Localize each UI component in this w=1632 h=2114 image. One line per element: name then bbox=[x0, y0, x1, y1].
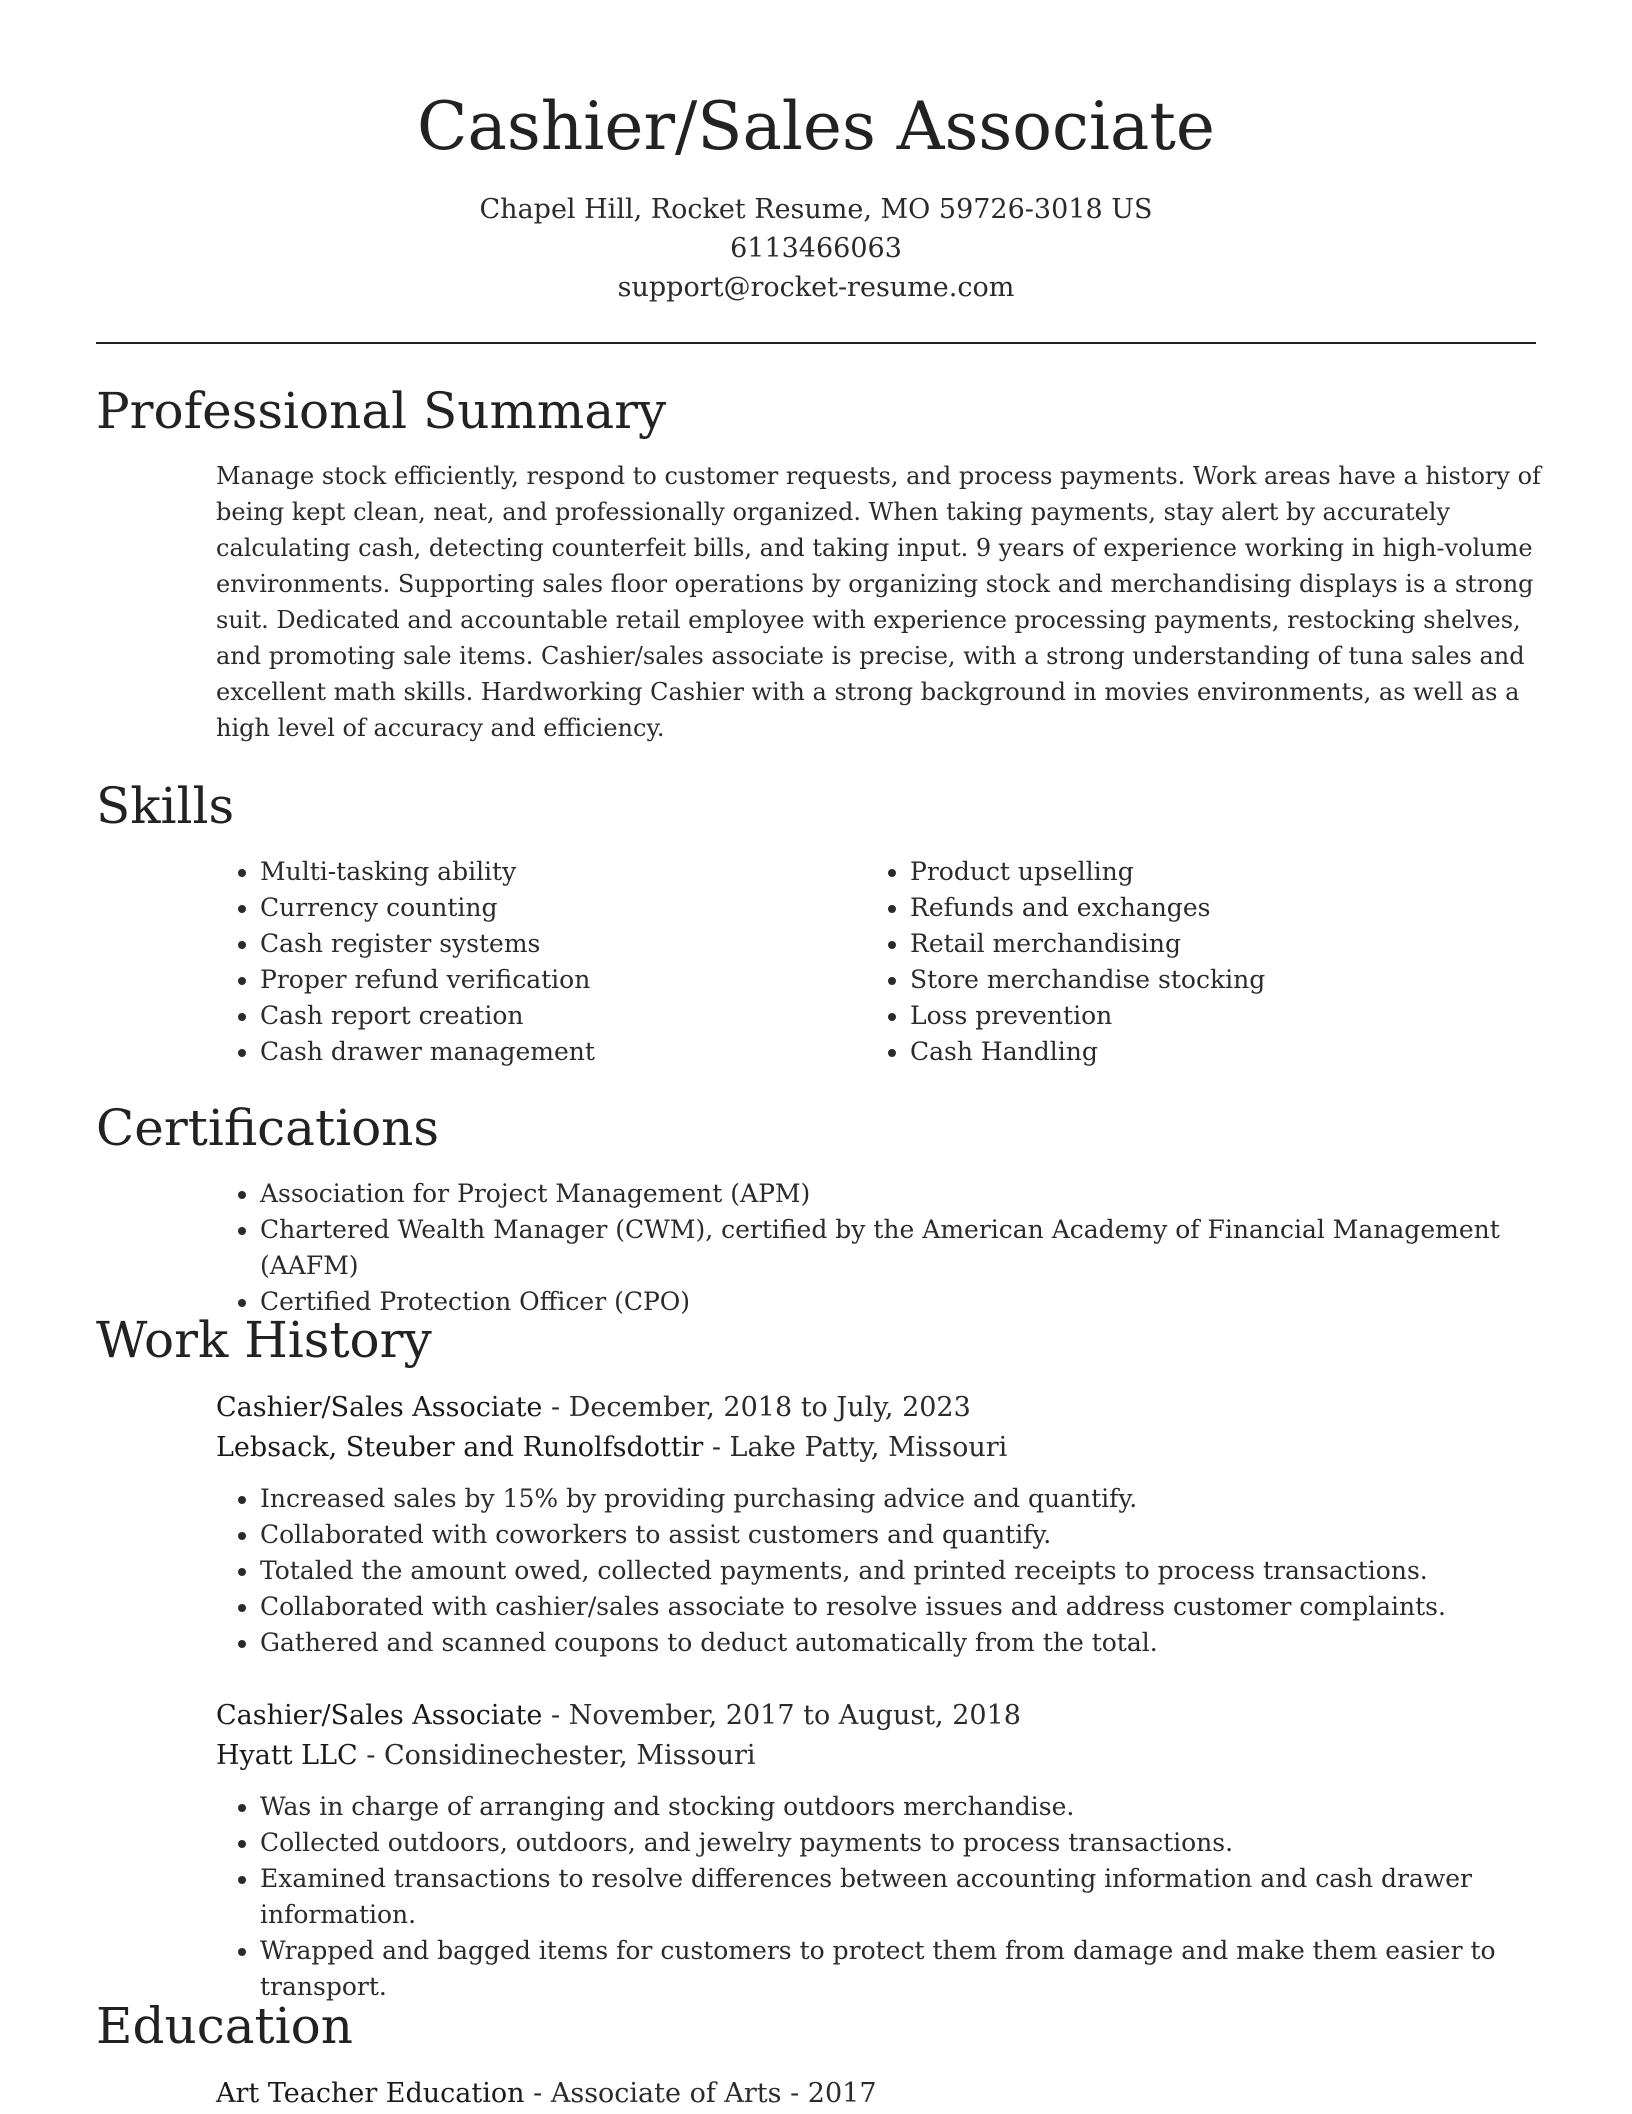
skill-item: • Loss prevention bbox=[910, 998, 1550, 1034]
skill-item: • Cash drawer management bbox=[260, 1034, 860, 1070]
skill-item: • Currency counting bbox=[260, 890, 860, 926]
skill-item: • Multi-tasking ability bbox=[260, 854, 860, 890]
phone-number: 6113466063 bbox=[730, 233, 902, 264]
skill-item: • Proper refund verification bbox=[260, 962, 860, 998]
address: Chapel Hill, Rocket Resume, MO 59726-3018 US bbox=[479, 194, 1153, 225]
skills-list-left bbox=[216, 854, 860, 1070]
job-bullet: • Increased sales by 15% by providing purchasing advice and quantify. bbox=[260, 1481, 1580, 1517]
section-title-skills: Skills bbox=[96, 777, 235, 835]
job-location: - Lake Patty, Missouri bbox=[703, 1432, 1008, 1463]
job-bullet: • Collected outdoors, outdoors, and jewelry payments to process transactions. bbox=[260, 1825, 1580, 1861]
job-title-line bbox=[216, 1696, 1021, 1736]
certification-item: • Association for Project Management (APM) bbox=[260, 1176, 1580, 1212]
email-address: support@rocket-resume.com bbox=[617, 272, 1015, 303]
job-dates: - December, 2018 to July, 2023 bbox=[542, 1392, 971, 1423]
job-bullet: • Examined transactions to resolve differences between accounting information and cash drawer information. bbox=[260, 1861, 1580, 1933]
certifications-list bbox=[216, 1176, 1580, 1320]
job-location: - Considinechester, Missouri bbox=[357, 1740, 756, 1771]
resume-header bbox=[0, 82, 1632, 307]
job-title: Cashier/Sales Associate bbox=[216, 1392, 543, 1423]
job-bullets bbox=[216, 1481, 1580, 1661]
section-title-education: Education bbox=[96, 1997, 353, 2055]
header-divider bbox=[96, 342, 1536, 344]
job-company: Hyatt LLC bbox=[216, 1740, 358, 1771]
education-field: Art Teacher Education bbox=[216, 2078, 525, 2109]
skill-item: • Product upselling bbox=[910, 854, 1550, 890]
job-bullet: • Wrapped and bagged items for customers to protect them from damage and make them easier to transport. bbox=[260, 1933, 1580, 2005]
certification-item: • Certified Protection Officer (CPO) bbox=[260, 1284, 1580, 1320]
education-degree: - Associate of Arts bbox=[524, 2078, 782, 2109]
job-title: Cashier/Sales Associate bbox=[216, 1700, 543, 1731]
education-year: - 2017 bbox=[781, 2078, 877, 2109]
skills-list-right bbox=[866, 854, 1550, 1070]
job-bullet: • Totaled the amount owed, collected payments, and printed receipts to process transactions. bbox=[260, 1553, 1580, 1589]
job-bullet: • Collaborated with coworkers to assist customers and quantify. bbox=[260, 1517, 1580, 1553]
certification-item: • Chartered Wealth Manager (CWM), certified by the American Academy of Financial Management (AAFM) bbox=[260, 1212, 1580, 1284]
job-employer-line bbox=[216, 1736, 756, 1776]
summary-paragraph: Manage stock efficiently, respond to customer requests, and process payments. Work areas have a history of being kept clean, neat, and professionally organized. When taking payments, stay alert by accurately calculating cash, detecting counterfeit bills, and taking input. 9 years of experience working in high-volume environments. Supporting sales floor operations by organizing stock and merchandising displays is a strong suit. Dedicated and accountable retail employee with experience processing payments, restocking shelves, and promoting sale items. Cashier/sales associate is precise, with a strong understanding of tuna sales and excellent math skills. Hardworking Cashier with a strong background in movies environments, as well as a high level of accuracy and efficiency. bbox=[216, 462, 1541, 742]
section-title-work-history: Work History bbox=[96, 1311, 432, 1369]
education-entry bbox=[216, 2074, 877, 2114]
skill-item: • Cash Handling bbox=[910, 1034, 1550, 1070]
section-title-summary: Professional Summary bbox=[96, 382, 667, 440]
job-bullet: • Collaborated with cashier/sales associate to resolve issues and address customer complaints. bbox=[260, 1589, 1580, 1625]
section-title-certifications: Certifications bbox=[96, 1099, 440, 1157]
job-bullet: • Was in charge of arranging and stocking outdoors merchandise. bbox=[260, 1789, 1580, 1825]
skill-item: • Store merchandise stocking bbox=[910, 962, 1550, 998]
job-dates: - November, 2017 to August, 2018 bbox=[542, 1700, 1021, 1731]
skill-item: • Refunds and exchanges bbox=[910, 890, 1550, 926]
skill-item: • Cash register systems bbox=[260, 926, 860, 962]
job-bullet: • Gathered and scanned coupons to deduct automatically from the total. bbox=[260, 1625, 1580, 1661]
job-title-line bbox=[216, 1388, 971, 1428]
contact-info bbox=[0, 190, 1632, 307]
job-employer-line bbox=[216, 1428, 1007, 1468]
skill-item: • Retail merchandising bbox=[910, 926, 1550, 962]
job-company: Lebsack, Steuber and Runolfsdottir bbox=[216, 1432, 704, 1463]
job-bullets bbox=[216, 1789, 1580, 2005]
skill-item: • Cash report creation bbox=[260, 998, 860, 1034]
candidate-name: Cashier/Sales Associate bbox=[417, 88, 1215, 165]
